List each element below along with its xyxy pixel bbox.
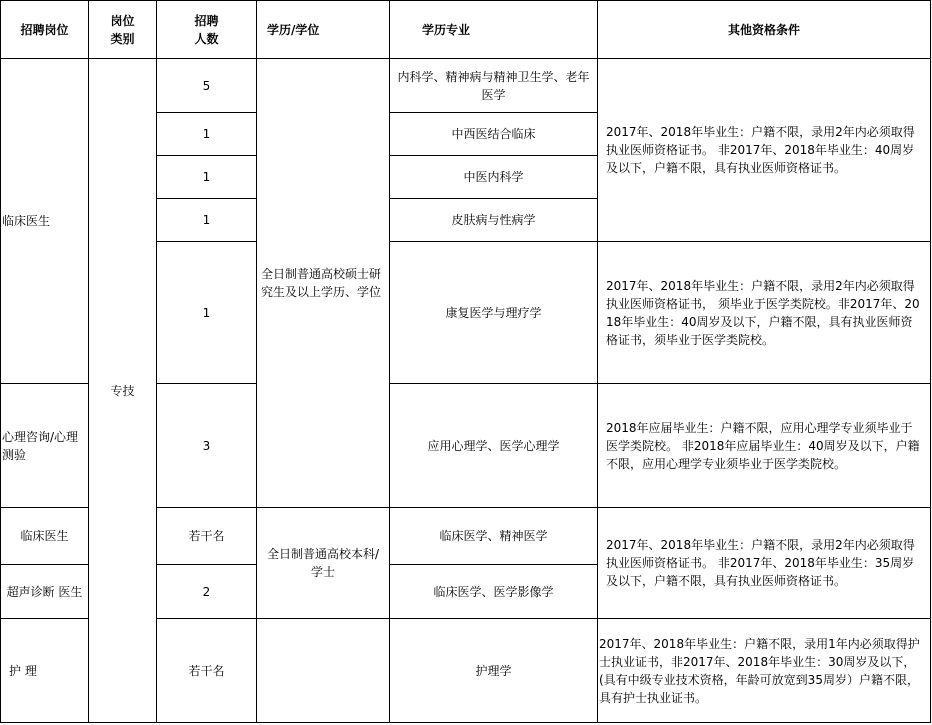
header-conditions: 其他资格条件 <box>598 1 931 59</box>
header-major: 学历专业 <box>390 1 598 59</box>
major-cell: 中医内科学 <box>390 156 598 199</box>
count-cell: 3 <box>157 384 257 508</box>
header-category: 岗位类别 <box>89 1 157 59</box>
major-cell: 康复医学与理疗学 <box>390 242 598 384</box>
major-cell: 临床医学、医学影像学 <box>390 565 598 619</box>
major-cell: 应用心理学、医学心理学 <box>390 384 598 508</box>
header-count: 招聘人数 <box>157 1 257 59</box>
position-cell: 护 理 <box>1 619 89 723</box>
major-cell: 皮肤病与性病学 <box>390 199 598 242</box>
conditions-cell: 2017年、2018年毕业生：户籍不限，录用2年内必须取得执业医师资格证书。 非2017年、2018年毕业生：35周岁及以下，户籍不限，具有执业医师资格证书。 <box>598 508 931 619</box>
count-cell: 5 <box>157 59 257 113</box>
education-cell <box>257 619 390 723</box>
count-cell: 1 <box>157 113 257 156</box>
category-cell: 专技 <box>89 59 157 723</box>
position-cell: 临床医生 <box>1 508 89 565</box>
header-position: 招聘岗位 <box>1 1 89 59</box>
header-row <box>1 1 931 59</box>
position-cell: 临床医生 <box>1 59 89 384</box>
conditions-cell: 2017年、2018年毕业生：户籍不限，录用2年内必须取得执业医师资格证书。 非2017年、2018年毕业生：40周岁及以下，户籍不限，具有执业医师资格证书。 <box>598 59 931 242</box>
count-cell: 若干名 <box>157 619 257 723</box>
education-cell: 全日制普通高校本科/学士 <box>257 508 390 619</box>
header-education: 学历/学位 <box>257 1 390 59</box>
education-cell: 全日制普通高校硕士研究生及以上学历、学位 <box>257 59 390 508</box>
count-cell: 1 <box>157 199 257 242</box>
count-cell: 1 <box>157 156 257 199</box>
position-cell: 心理咨询/心理测验 <box>1 384 89 508</box>
conditions-cell: 2017年、2018年毕业生：户籍不限，录用2年内必须取得执业医师资格证书， 须毕业于医学类院校。非2017年、2018年毕业生：40周岁及以下，户籍不限，具有执业医师资格证书，须毕业于医学类院校。 <box>598 242 931 384</box>
position-cell: 超声诊断 医生 <box>1 565 89 619</box>
major-cell: 内科学、精神病与精神卫生学、老年医学 <box>390 59 598 113</box>
count-cell: 若干名 <box>157 508 257 565</box>
count-cell: 1 <box>157 242 257 384</box>
conditions-cell: 2017年、2018年毕业生：户籍不限，录用1年内必须取得护士执业证书，非2017年、2018年毕业生：30周岁及以下，(具有中级专业技术资格，年龄可放宽到35周岁）户籍不限，具有护士执业证书。 <box>598 619 931 723</box>
major-cell: 临床医学、精神医学 <box>390 508 598 565</box>
major-cell: 中西医结合临床 <box>390 113 598 156</box>
major-cell: 护理学 <box>390 619 598 723</box>
count-cell: 2 <box>157 565 257 619</box>
conditions-cell: 2018年应届毕业生：户籍不限，应用心理学专业须毕业于医学类院校。 非2018年应届毕业生：40周岁及以下，户籍不限，应用心理学专业须毕业于医学类院校。 <box>598 384 931 508</box>
table-row <box>1 59 931 113</box>
